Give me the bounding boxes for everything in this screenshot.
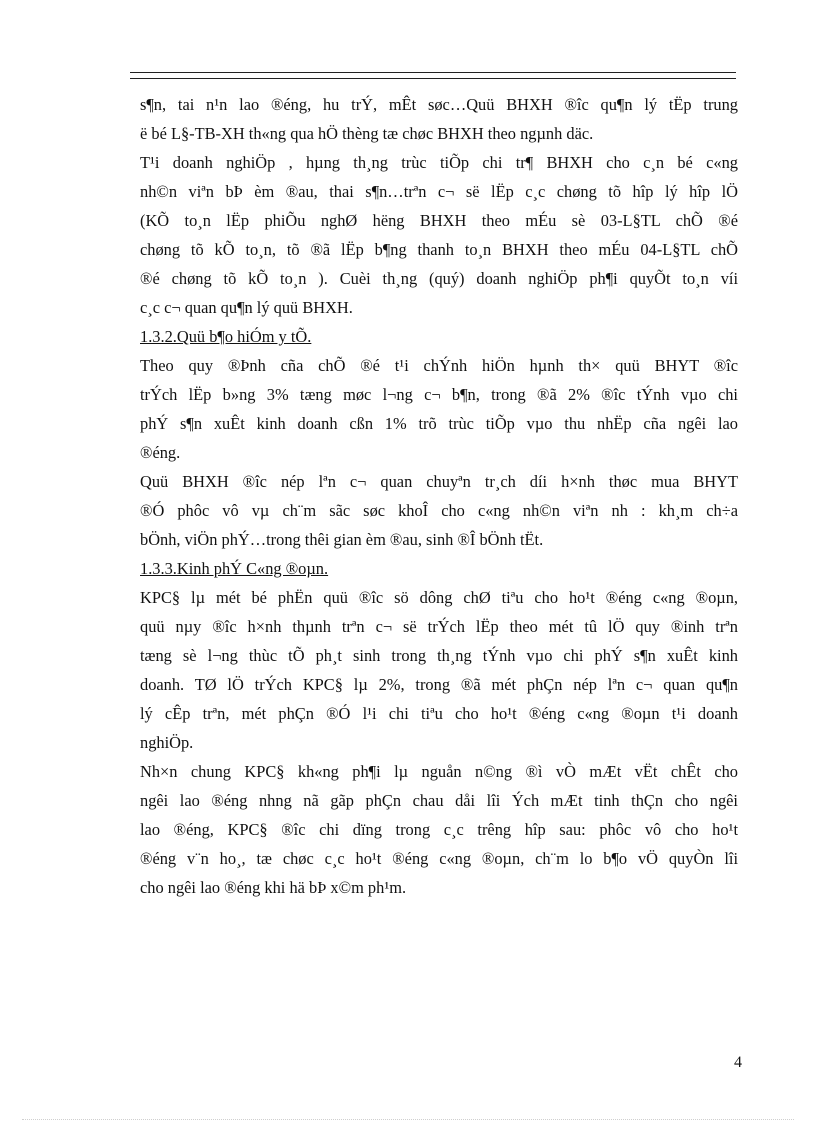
text-line: Theo quy ®Þnh cña chÕ ®é t¹i chÝnh hiÖn hµnh th× quü BHYT ®îc	[140, 356, 738, 375]
text-line: ®éng.	[140, 443, 181, 462]
text-line: lý cÊp trªn, mét phÇn ®Ó l¹i chi tiªu cho ho¹t ®éng c«ng ®oµn t¹i doanh	[140, 704, 738, 723]
text-line: ®éng v¨n ho¸, tæ chøc c¸c ho¹t ®éng c«ng ®oµn, ch¨m lo b¶o vÖ quyÒn lîi	[140, 849, 738, 868]
text-line: Quü BHXH ®îc nép lªn c¬ quan chuyªn tr¸ch díi h×nh thøc mua BHYT	[140, 472, 738, 491]
text-line: ®é chøng tõ kÕ to¸n ). Cuèi th¸ng (quý) doanh nghiÖp ph¶i quyÕt to¸n víi	[140, 269, 738, 288]
text-line: chøng tõ kÕ to¸n, tõ ®ã lËp b¶ng thanh to¸n BHXH theo mÉu 04-L§TL chÕ	[140, 240, 738, 259]
text-line: bÖnh, viÖn phÝ…trong thêi gian èm ®au, sinh ®Î bÖnh tËt.	[140, 530, 544, 549]
text-line: lao ®éng, KPC§ ®îc chi dïng trong c¸c trêng hîp sau: phôc vô cho ho¹t	[140, 820, 738, 839]
header-double-rule	[130, 72, 736, 79]
text-line: doanh. TØ lÖ trÝch KPC§ lµ 2%, trong ®ã mét phÇn nép lªn c¬ quan qu¶n	[140, 675, 738, 694]
text-line: ®Ó phôc vô vµ ch¨m sãc søc khoÎ cho c«ng nh©n viªn nh : kh¸m ch÷a	[140, 501, 738, 520]
text-line: cho ngêi lao ®éng khi hä bÞ x©m ph¹m.	[140, 878, 407, 897]
text-line: (KÕ to¸n lËp phiÕu nghØ hëng BHXH theo mÉu sè 03-L§TL chÕ ®é	[140, 211, 738, 230]
section-heading: 1.3.3.Kinh phÝ C«ng ®oµn.	[140, 559, 329, 578]
page-number: 4	[734, 1054, 742, 1071]
text-line: phÝ s¶n xuÊt kinh doanh cßn 1% trõ trùc tiÕp vµo thu nhËp cña ngêi lao	[140, 414, 738, 433]
text-line: KPC§ lµ mét bé phËn quü ®îc sö dông chØ tiªu cho ho¹t ®éng c«ng ®oµn,	[140, 588, 738, 607]
text-line: trÝch lËp b»ng 3% tæng møc l¬ng c¬ b¶n, trong ®ã 2% ®îc tÝnh vµo chi	[140, 385, 738, 404]
text-line: T¹i doanh nghiÖp , hµng th¸ng trùc tiÕp chi tr¶ BHXH cho c¸n bé c«ng	[140, 153, 738, 172]
section-heading: 1.3.2.Quü b¶o hiÓm y tÕ.	[140, 327, 312, 346]
text-line: Nh×n chung KPC§ kh«ng ph¶i lµ nguån n©ng ®ì vÒ mÆt vËt chÊt cho	[140, 762, 738, 781]
text-line: nghiÖp.	[140, 733, 194, 752]
text-line: ngêi lao ®éng nhng nã gãp phÇn chau dåi lîi Ých mÆt tinh thÇn cho ngêi	[140, 791, 738, 810]
text-line: nh©n viªn bÞ èm ®au, thai s¶n…trªn c¬ së lËp c¸c chøng tõ hîp lý hîp lÖ	[140, 182, 738, 201]
text-line: c¸c c¬ quan qu¶n lý quü BHXH.	[140, 298, 353, 317]
text-line: s¶n, tai n¹n lao ®éng, hu trÝ, mÊt søc…Quü BHXH ®îc qu¶n lý tËp trung	[140, 95, 738, 114]
document-body	[140, 90, 738, 902]
text-line: quü nµy ®îc h×nh thµnh trªn c¬ së trÝch lËp theo mét tû lÖ quy ®inh trªn	[140, 617, 738, 636]
footer-dotted-border	[22, 1119, 794, 1120]
text-line: ë bé L§-TB-XH th«ng qua hÖ thèng tæ chøc BHXH theo ngµnh däc.	[140, 124, 594, 143]
text-line: tæng sè l¬ng thùc tÕ ph¸t sinh trong th¸ng tÝnh vµo chi phÝ s¶n xuÊt kinh	[140, 646, 738, 665]
